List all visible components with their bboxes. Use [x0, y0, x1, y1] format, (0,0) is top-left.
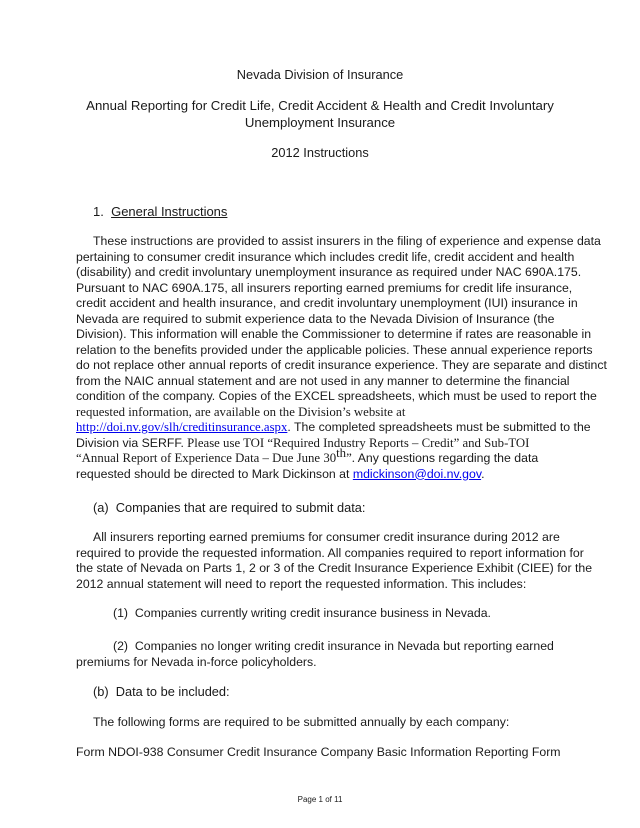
subsection-heading-a — [93, 500, 365, 515]
contact-email-link[interactable]: mdickinson@doi.nv.gov — [352, 466, 482, 481]
paragraph-line — [76, 467, 566, 483]
subsection-title: Data to be included: — [115, 684, 230, 699]
subtitle-line-1: Annual Reporting for Credit Life, Credit Accident & Health and Credit Involuntary — [86, 98, 554, 113]
subsection-title: Companies that are required to submit data: — [115, 500, 366, 515]
paragraph-line: Division). This information will enable the Commissioner to determine if rates are reasonable in — [76, 327, 592, 341]
paragraph-text: Please use TOI “Required Industry Reports – Credit” and Sub-TOI — [183, 435, 530, 450]
paragraph-line: condition of the company. Copies of the EXCEL spreadsheets, which must be used to report the — [76, 389, 597, 403]
paragraph-line: relation to the benefits provided under the applicable policies. These annual experience reports — [76, 342, 593, 357]
instructions-year: 2012 Instructions — [271, 145, 369, 160]
paragraph-line: All insurers reporting earned premiums for consumer credit insurance during 2012 are — [93, 530, 560, 544]
paragraph-line: (disability) and credit involuntary unemployment insurance as required under NAC 690A.175. — [76, 265, 582, 279]
paragraph-text: . The completed spreadsheets must be submitted to the — [287, 420, 591, 434]
paragraph-text: Any questions regarding the data — [354, 451, 539, 465]
paragraph-text: Division via SERFF. — [76, 435, 184, 450]
credit-insurance-website-link[interactable]: http://doi.nv.gov/slh/creditinsurance.aspx — [76, 420, 288, 434]
forms-intro-text: The following forms are required to be submitted annually by each company: — [93, 715, 510, 729]
subsection-label: (b) — [93, 684, 109, 699]
list-item-text: Companies no longer writing credit insurance in Nevada but reporting earned — [134, 639, 554, 653]
section-number: 1. — [93, 204, 104, 219]
general-instructions-paragraph — [76, 234, 607, 482]
list-item-label: (1) — [113, 606, 129, 620]
paragraph-text: . — [481, 466, 485, 481]
paragraph-line: pertaining to consumer credit insurance which includes credit life, credit accident and health — [76, 249, 575, 264]
paragraph-text: requested should be directed to Mark Dickinson at — [76, 466, 353, 481]
paragraph-line: Pursuant to NAC 690A.175, all insurers reporting earned premiums for credit life insurance, — [76, 280, 573, 295]
list-item-line: premiums for Nevada in-force policyholders. — [76, 654, 317, 669]
document-subtitle — [0, 97, 640, 131]
superscript: th — [336, 446, 347, 460]
list-item-1 — [113, 606, 491, 620]
paragraph-text: “Annual Report of Experience Data – Due June 30 — [76, 451, 337, 465]
paragraph-text: ”. — [346, 451, 355, 465]
list-item-2 — [76, 639, 554, 670]
form-ndoi-938-title: Form NDOI-938 Consumer Credit Insurance Company Basic Information Reporting Form — [76, 745, 561, 759]
paragraph-line: required to provide the requested information. All companies required to report information for — [76, 545, 584, 560]
section-title: General Instructions — [111, 204, 228, 219]
paragraph-line: do not replace other annual reports of credit insurance experience. They are separate and distinct — [76, 358, 607, 372]
list-item-line — [76, 639, 554, 655]
paragraph-line: requested information, are available on the Division’s website at — [76, 404, 406, 419]
paragraph-line: from the NAIC annual statement and are not used in any manner to determine the financial — [76, 373, 570, 388]
paragraph-line — [76, 436, 566, 452]
paragraph-line — [76, 446, 566, 467]
list-item-label: (2) — [113, 639, 129, 653]
paragraph-line: the state of Nevada on Parts 1, 2 or 3 of the Credit Insurance Experience Exhibit (CIEE) for the — [76, 561, 593, 575]
companies-required-paragraph — [76, 530, 593, 592]
page-number-footer: Page 1 of 11 — [297, 795, 343, 804]
paragraph-line: 2012 annual statement will need to report the requested information. This includes: — [76, 576, 527, 591]
paragraph-line: Nevada are required to submit experience data to the Nevada Division of Insurance (the — [76, 311, 555, 326]
subtitle-line-2: Unemployment Insurance — [244, 115, 396, 130]
paragraph-line — [76, 420, 591, 436]
list-item-text: Companies currently writing credit insurance business in Nevada. — [134, 606, 491, 620]
paragraph-line: credit accident and health insurance, and credit involuntary unemployment (IUI) insurance in — [76, 296, 578, 310]
subsection-label: (a) — [93, 500, 109, 515]
section-heading-general-instructions — [93, 204, 227, 219]
subsection-heading-b — [93, 684, 230, 699]
paragraph-line: These instructions are provided to assist insurers in the filing of experience and expense data — [93, 234, 601, 248]
document-title: Nevada Division of Insurance — [236, 67, 404, 82]
